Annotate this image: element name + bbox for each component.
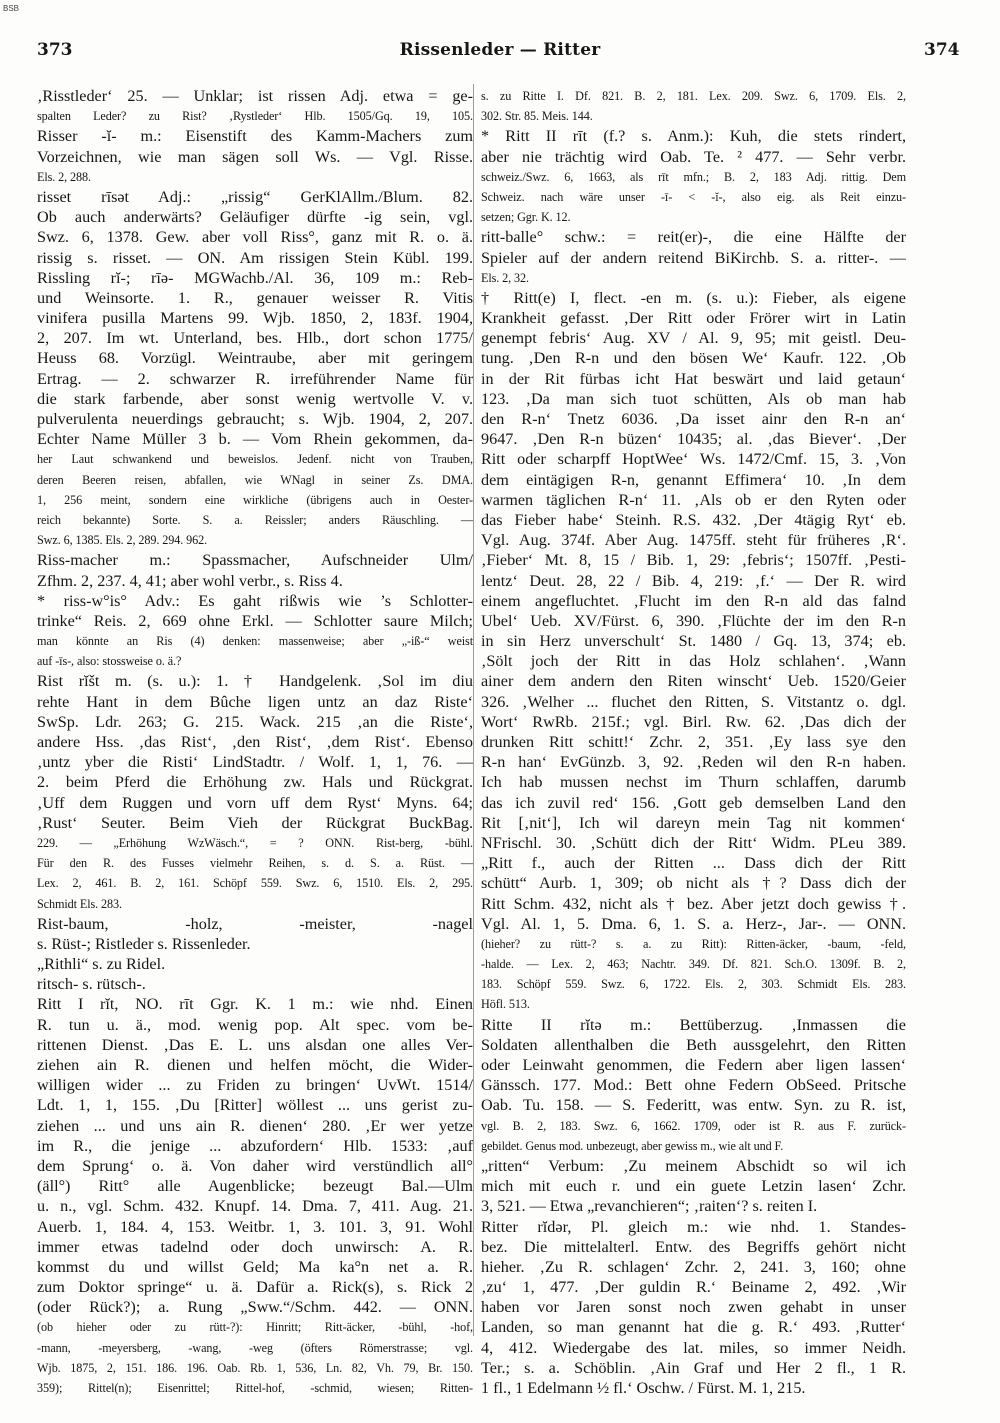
text-line: Soldaten allenthalben die Beth aussgelehrt, den Ritten — [481, 1035, 906, 1054]
text-line: * riss-w°is° Adv.: Es gaht rißwis wie ’s Schlotter- — [37, 591, 473, 610]
text-line: Rissling rĭ-; rīə- MGWachb./Al. 36, 109 m.: Reb- — [37, 268, 473, 287]
text-line: ‚Fieber‘ Mt. 8, 15 / Bib. 1, 29: ‚febris‘; 1507ff. ‚Pesti- — [481, 551, 906, 570]
text-line: s. zu Ritte I. Df. 821. B. 2, 181. Lex. 209. Swz. 6, 1709. Els. 2, — [481, 89, 906, 103]
text-line: deren Beeren reisen, abfallen, wie WNagl in seiner Zs. DMA. — [37, 472, 473, 487]
text-line: pulverulenta neuerdings gebraucht; s. Wjb. 1904, 2, 207. — [37, 410, 473, 428]
text-line: dem eintägigen R-n, genannt Effimera‘ 10. ‚In dem — [481, 470, 906, 489]
text-line: dem Sprung‘ o. ä. Von daher wird verstündlich all° — [37, 1156, 473, 1175]
text-line: Für den R. des Fusses vielmehr Reihen, s. d. S. a. Rüst. — — [37, 856, 473, 871]
text-line: (oder Rück?); a. Rung „Sww.“/Schm. 442. — ONN. — [37, 1298, 473, 1317]
text-line: u. n., vgl. Schm. 432. Knupf. 14. Dma. 7, 411. Aug. 21. — [37, 1197, 473, 1216]
text-line: genempt febris‘ Aug. XV / Al. 9, 95; mit geistl. Deu- — [481, 329, 906, 348]
text-line: s. Rüst-; Ristleder s. Rissenleder. — [37, 934, 251, 953]
text-line: tung. ‚Den R-n und den bösen We‘ Kaufr. 122. ‚Ob — [481, 349, 906, 368]
text-line: ‚Rust‘ Seuter. Beim Vieh der Rückgrat BuckBag. — [37, 813, 473, 832]
text-line: Landen, so man genannt hat die g. R.‘ 493. ‚Rutter‘ — [481, 1318, 906, 1337]
text-line: trinke“ Reis. 2, 669 ohne Erkl. — Schlotter saure Milch; — [37, 611, 473, 630]
text-line: ‚Risstleder‘ 25. — Unklar; ist rissen Adj. etwa = ge- — [37, 87, 473, 105]
text-line: Auerb. 1, 184. 4, 153. Weitbr. 1, 3. 101. 3, 91. Wohl — [37, 1217, 473, 1236]
text-line: Rit [‚nit‘], Ich wil dareyn mein Tag nit kommen‘ — [481, 813, 906, 832]
text-line: das Fieber habe‘ Steinh. R.S. 432. ‚Der 4tägig Ryt‘ eb. — [481, 510, 906, 529]
text-line: „Ritt f., auch der Ritten ... Dass dich der Ritt — [481, 854, 906, 873]
text-line: Schweiz. nach wäre unser -ī- < -ĭ-, also eig. als Reit einzu- — [481, 189, 906, 204]
text-line: Ob auch anderwärts? Geläufiger dürfte -ig sein, vgl. — [37, 208, 473, 227]
text-line: Zfhm. 2, 237. 4, 41; aber wohl verbr., s. Riss 4. — [37, 571, 343, 590]
text-line: einem angefluchtet. ‚Flucht im den R-n ald das falnd — [481, 591, 906, 610]
text-line: Riss-macher m.: Spassmacher, Aufschneider Ulm/ — [37, 551, 473, 570]
text-line: Ich hab mussen nechst im Thurn schlaffen, darumb — [481, 773, 906, 792]
text-line: (äll°) Ritt° alle Augenblicke; bezeugt Bal.—Ulm — [37, 1177, 473, 1196]
text-line: lentz‘ Deut. 28, 22 / Bib. 4, 219: ‚f.‘ — Der R. wird — [481, 571, 906, 590]
text-line: risset rīsət Adj.: „rissig“ GerKlAllm./Blum. 82. — [37, 187, 473, 206]
text-line: 359); Rittel(n); Eisenrittel; Rittel-hof, -schmid, wiesen; Ritten- — [37, 1381, 473, 1395]
text-line: NFrischl. 30. ‚Schütt dich der Ritt‘ Widm. PLeu 389. — [481, 833, 906, 852]
text-line: kommst du und willst Geld; Ma ka°n net a. R. — [37, 1257, 473, 1276]
text-line: Ritt Schm. 432, nicht als † bez. Aber jetzt doch gewiss †. — [481, 894, 906, 913]
text-line: R. tun u. ä., mod. wenig pop. Alt spec. vom be- — [37, 1015, 473, 1034]
text-line: 1 fl., 1 Edelmann ½ fl.‘ Oschw. / Fürst. M. 1, 215. — [481, 1379, 806, 1397]
text-line: 183. Schöpf 559. Swz. 6, 1722. Els. 2, 303. Schmidt Els. 283. — [481, 977, 906, 992]
text-line: Ubel‘ Ueb. XV/Fürst. 6, 390. ‚Flüchte der im den R-n — [481, 611, 906, 630]
text-line: vgl. B. 2, 183. Swz. 6, 1662. 1709, oder ist R. aus F. zurück- — [481, 1118, 906, 1133]
text-line: spalten Leder? zu Rist? ‚Rystleder‘ Hlb. 1505/Gq. 19, 105. — [37, 109, 473, 124]
text-line: Schmidt Els. 283. — [37, 896, 122, 911]
text-line: mich mit euch r. und ein guete Letzin lasen‘ Zchr. — [481, 1177, 906, 1196]
left-column — [37, 86, 473, 1398]
text-line: Krankheit gefasst. ‚Der Ritt oder Frörer wirt in Latin — [481, 309, 906, 328]
text-line: Heuss 68. Vorzügl. Weintraube, aber mit geringem — [37, 349, 473, 368]
text-line: Els. 2, 32. — [481, 270, 529, 285]
text-line: ritt-balle° schw.: = reit(er)-, die eine Hälfte der — [481, 228, 906, 247]
text-line: schütt“ Aurb. 1, 309; ob nicht als †? Dass dich der — [481, 874, 906, 893]
text-line: R-n han‘ EvGünzb. 3, 92. ‚Reden wil den R-n haben. — [481, 753, 906, 772]
text-line: 3, 521. — Etwa „revanchieren“; ‚raiten‘? s. reiten I. — [481, 1197, 818, 1216]
text-line: -mann, -meyersberg, -wang, -weg (öfters Römerstrasse; vgl. — [37, 1340, 473, 1355]
text-line: 302. Str. 85. Meis. 144. — [481, 109, 593, 124]
text-line: Echter Name Müller 3 b. — Vom Rhein gekommen, da- — [37, 430, 473, 449]
text-line: bez. Die mittelalterl. Entw. des Begriffs gehört nicht — [481, 1237, 906, 1256]
text-line: rehte Hant in dem Bûche ligen untz an daz Riste‘ — [37, 692, 473, 711]
text-line: das ich zuvil red‘ 156. ‚Gott geb demselben Land den — [481, 793, 906, 812]
text-line: willigen wider ... zu Friden zu bringen‘ UvWt. 1514/ — [37, 1076, 473, 1095]
text-line: Gänssch. 177. Mod.: Bett ohne Federn ObSeed. Pritsche — [481, 1076, 906, 1095]
text-line: die stark farbende, aber sonst wenig wertvolle V. v. — [37, 389, 473, 408]
text-line: * Ritt II rīt (f.? s. Anm.): Kuh, die stets rindert, — [481, 127, 906, 146]
text-line: SwSp. Ldr. 263; G. 215. Wack. 215 ‚an die Riste‘, — [37, 712, 473, 731]
text-line: reich bekannte) Sorte. S. a. Reissler; anders Räuschling. — — [37, 512, 473, 527]
text-line: ziehen ain R. dienen und helfen möcht, die Wider- — [37, 1056, 473, 1074]
text-line: ‚Sölt joch der Ritt in das Holz schlahen‘. ‚Wann — [481, 652, 906, 671]
text-line: „Rithli“ s. zu Ridel. — [37, 955, 166, 974]
column-divider — [473, 84, 474, 1336]
text-line: Swz. 6, 1385. Els. 2, 289. 294. 962. — [37, 533, 208, 548]
text-line: Wort‘ RwRb. 215f.; vgl. Birl. Rw. 62. ‚Das dich der — [481, 712, 906, 731]
text-line: hieher. ‚Zu R. schlagen‘ Zchr. 2, 241. 3, 160; ohne — [481, 1257, 906, 1276]
text-line: ainer dem andern den Riten winscht‘ Ueb. 1520/Geier — [481, 672, 906, 691]
text-line: Ritte II rĭtə m.: Bettüberzug. ‚Inmassen die — [481, 1015, 906, 1034]
text-line: Lex. 2, 461. B. 2, 161. Schöpf 559. Swz. 6, 1510. Els. 2, 295. — [37, 876, 473, 891]
text-line: und Weinsorte. 1. R., genauer weisser R. Vitis — [37, 288, 473, 307]
text-line: warmen täglichen R-n‘ 11. ‚Als ob er den Ryten oder — [481, 490, 906, 509]
text-line: Rist rĭšt m. (s. u.): 1. † Handgelenk. ‚Sol im diu — [37, 672, 473, 691]
text-line: immer etwas tadelnd oder doch unwirsch: A. R. — [37, 1237, 473, 1256]
text-line: Wjb. 1875, 2, 151. 186. 196. Oab. Rb. 1, 536, Ln. 82, Vh. 79, Br. 150. — [37, 1360, 473, 1375]
text-line: den R-n‘ Tnetz 6036. ‚Da isset ainr den R-n an‘ — [481, 410, 906, 428]
text-line: 123. ‚Da man sich tuot schütten, Als ob man hab — [481, 389, 906, 408]
text-line: ‚zu‘ 1, 477. ‚Der guldin R.‘ Beiname 2, 492. ‚Wir — [481, 1278, 906, 1297]
text-line: in sin Herz unverschult‘ St. 1480 / Gq. 13, 374; eb. — [481, 632, 906, 651]
text-line: gebildet. Genus mod. unbezeugt, aber gewiss m., wie alt und F. — [481, 1138, 784, 1153]
text-line: Ritt I rĭt, NO. rīt Ggr. K. 1 m.: wie nhd. Einen — [37, 995, 473, 1014]
text-line: ritsch- s. rütsch-. — [37, 975, 146, 994]
right-column — [481, 86, 906, 1398]
text-line: Spieler auf der andern reitend BiKirchb. S. a. ritter-. — — [481, 248, 906, 267]
text-line: drunken Ritt schitt!‘ Zchr. 2, 351. ‚Ey lass sye den — [481, 733, 906, 751]
text-line: -halde. — Lex. 2, 463; Nachtr. 349. Df. 821. Sch.O. 1309f. B. 2, — [481, 957, 906, 972]
text-line: (ob hieher oder zu rütt-?): Hinritt; Ritt-äcker, -bühl, -hof, — [37, 1320, 473, 1335]
text-line: „ritten“ Verbum: ‚Zu meinem Abschidt so wil ich — [481, 1156, 906, 1175]
text-line: her Laut schwankend und beweislos. Jedenf. nicht von Trauben, — [37, 452, 473, 467]
running-header-title: Rissenleder — Ritter — [399, 40, 601, 60]
text-line: Vgl. Aug. 374f. Aber Aug. 1475ff. steht für früheres ‚R‘. — [481, 531, 906, 550]
text-line: 2. beim Pferd die Erhöhung zw. Hals und Rückgrat. — [37, 773, 473, 792]
text-line: oder Leinwaht genommen, die Federn aber ligen lassen‘ — [481, 1056, 906, 1074]
text-line: † Ritt(e) I, flect. -en m. (s. u.): Fieber, als eigene — [481, 288, 906, 307]
text-line: (hieher? zu rütt-? s. a. zu Ritt): Ritten-äcker, -baum, -feld, — [481, 936, 906, 951]
text-line: haben vor Jaren sonst noch zwen gehabt in unser — [481, 1298, 906, 1317]
text-line: ziehen ... und uns ain R. dienen‘ 280. ‚Er wer yetze — [37, 1116, 473, 1135]
text-line: Ritter rĭdər, Pl. gleich m.: wie nhd. 1. Standes- — [481, 1217, 906, 1236]
text-line: zum Doktor springe“ u. ä. Dafür a. Rick(s), s. Rick 2 — [37, 1278, 473, 1297]
text-line: 4, 412. Wiedergabe des lat. miles, so immer Neidh. — [481, 1338, 906, 1357]
text-line: Höfl. 513. — [481, 997, 530, 1012]
text-line: man könnte an Ris (4) denken: massenweise; aber „-iß-“ weist — [37, 634, 473, 649]
text-line: Rist-baum, -holz, -meister, -nagel — [37, 914, 473, 933]
text-line: Swz. 6, 1378. Gew. aber voll Riss°, ganz mit R. o. ä. — [37, 228, 473, 247]
text-line: Risser -ĭ- m.: Eisenstift des Kamm-Machers zum — [37, 127, 473, 146]
text-line: schweiz./Swz. 6, 1663, als rīt mfn.; B. 2, 183 Adj. rittig. Dem — [481, 169, 906, 184]
page-number-right: 374 — [924, 40, 960, 60]
text-line: in der Rit fürbas icht Hat beswärt und laid getaun‘ — [481, 369, 906, 388]
text-line: Ter.; s. a. Schöblin. ‚Ain Graf und Her 2 fl., 1 R. — [481, 1358, 906, 1377]
text-line: Ldt. 1, 1, 155. ‚Du [Ritter] wöllest ... uns gerist zu- — [37, 1096, 473, 1115]
text-line: setzen; Ggr. K. 12. — [481, 210, 571, 225]
text-line: rissig s. risset. — ON. Am rissigen Stein Kübl. 199. — [37, 248, 473, 267]
text-line: auf -īs-, also: stossweise o. ä.? — [37, 654, 182, 669]
text-line: im R., die jenige ... abzufordern‘ Hlb. 1533: ‚auf — [37, 1136, 473, 1155]
bsb-watermark: BSB — [3, 4, 20, 13]
text-line: Oab. Tu. 158. — S. Federitt, was entw. Syn. zu R. ist, — [481, 1096, 906, 1115]
text-line: andere Hss. ‚das Rist‘, ‚den Rist‘, ‚dem Rist‘. Ebenso — [37, 733, 473, 751]
text-line: ‚Uff dem Ruggen und vorn uff dem Ryst‘ Myns. 64; — [37, 793, 473, 812]
text-line: vinifera pusilla Martens 99. Wjb. 1850, 2, 183f. 1904, — [37, 309, 473, 328]
text-line: aber nie trächtig wird Oab. Te. ² 477. — Sehr verbr. — [481, 147, 906, 166]
text-line: 2, 207. Im wt. Unterland, bes. Hlb., dort schon 1775/ — [37, 329, 473, 348]
page-number-left: 373 — [37, 40, 73, 60]
text-line: rittenen Dienst. ‚Das E. L. uns alsdan one alles Ver- — [37, 1035, 473, 1054]
text-line: 326. ‚Welher ... fluchet den Ritten, S. Vitstantz o. dgl. — [481, 692, 906, 711]
text-line: 9647. ‚Den R-n büzen‘ 10435; al. ‚das Biever‘. ‚Der — [481, 430, 906, 449]
text-line: Els. 2, 288. — [37, 169, 91, 184]
text-line: Vgl. Al. 1, 5. Dma. 6, 1. S. a. Herz-, Jar-. — ONN. — [481, 914, 906, 933]
text-line: ‚untz yber die Risti‘ LindStadtr. / Wolf. 1, 1, 76. — — [37, 753, 473, 772]
text-line: Ertrag. — 2. schwarzer R. irreführender Name für — [37, 369, 473, 388]
text-line: Vorzeichnen, wie man sägen soll Ws. — Vgl. Risse. — [37, 147, 473, 166]
text-line: 229. — „Erhöhung WzWäsch.“, = ? ONN. Rist-berg, -bühl. — [37, 835, 473, 850]
text-line: Ritt oder scharpff HoptWee‘ Ws. 1472/Cmf. 15, 3. ‚Von — [481, 450, 906, 469]
text-line: 1, 256 meint, sondern eine wirkliche (übrigens auch in Oester- — [37, 492, 473, 507]
